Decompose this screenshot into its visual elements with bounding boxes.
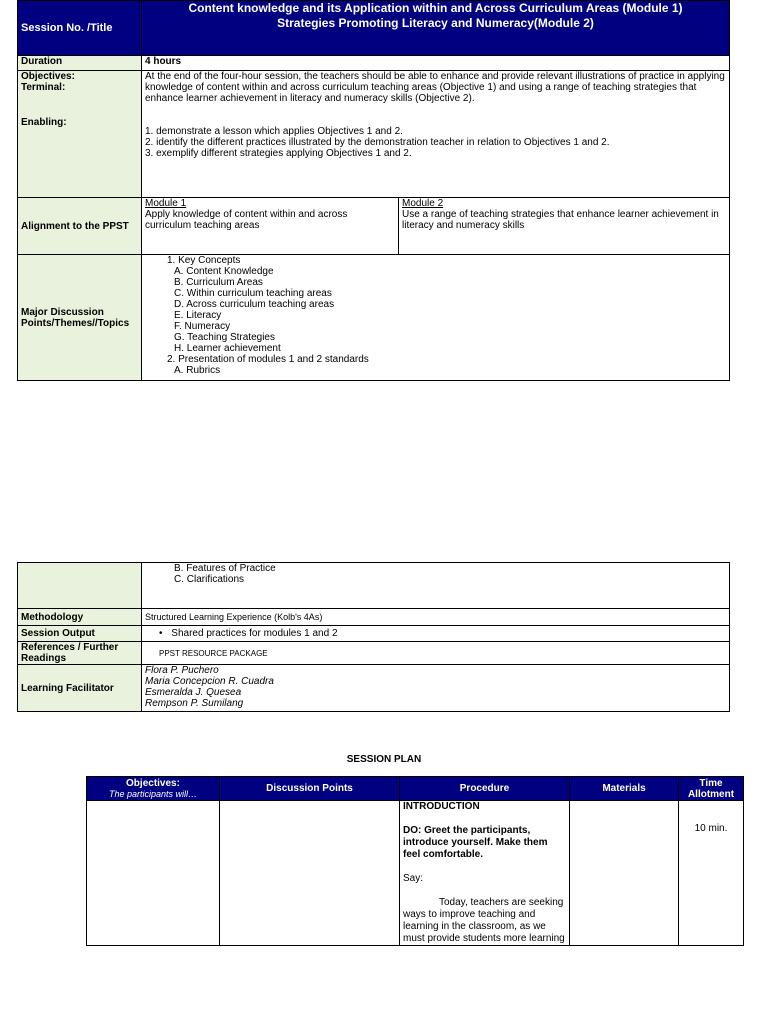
facilitator-name: Rempson P. Sumilang bbox=[145, 698, 244, 709]
enabling-item: 2. identify the different practices illustrated by the demonstration teacher in relation to Objectives 1 and 2. bbox=[145, 137, 610, 148]
discussion-line: 2. Presentation of modules 1 and 2 standards bbox=[167, 354, 369, 365]
module2-text: Use a range of teaching strategies that enhance learner achievement in literacy and numeracy skills bbox=[402, 209, 719, 231]
discussion-continued bbox=[142, 563, 730, 609]
session-details-table bbox=[17, 562, 730, 712]
discussion-content bbox=[142, 255, 730, 381]
facilitator-names bbox=[142, 665, 730, 712]
session-plan-title: SESSION PLAN bbox=[346, 754, 422, 765]
session-title-line2: Strategies Promoting Literacy and Numeracy(Module 2) bbox=[277, 16, 594, 30]
plan-discussion-cell bbox=[220, 801, 400, 946]
alignment-module1 bbox=[142, 198, 399, 255]
procedure-intro: INTRODUCTION bbox=[403, 801, 480, 812]
duration-value: 4 hours bbox=[142, 56, 730, 71]
references-label: References / Further Readings bbox=[18, 642, 142, 665]
discussion-line: A. Rubrics bbox=[174, 365, 221, 376]
facilitator-label: Learning Facilitator bbox=[18, 665, 142, 712]
discussion-line: D. Across curriculum teaching areas bbox=[174, 299, 335, 310]
col-objectives bbox=[87, 777, 220, 801]
col-objectives-label: Objectives: bbox=[126, 777, 180, 789]
enabling-item: 3. exemplify different strategies applying Objectives 1 and 2. bbox=[145, 148, 412, 159]
col-materials: Materials bbox=[570, 777, 679, 801]
discussion-line: 1. Key Concepts bbox=[167, 255, 241, 266]
alignment-label: Alignment to the PPST bbox=[18, 198, 142, 255]
module1-text: Apply knowledge of content within and across curriculum teaching areas bbox=[145, 209, 348, 231]
plan-time-cell: 10 min. bbox=[679, 801, 744, 946]
procedure-say: Say: bbox=[403, 873, 424, 884]
discussion-line: B. Features of Practice bbox=[174, 563, 276, 574]
objectives-content bbox=[142, 71, 730, 198]
output-value: Shared practices for modules 1 and 2 bbox=[171, 628, 338, 639]
methodology-label: Methodology bbox=[18, 609, 142, 626]
discussion-line: A. Content Knowledge bbox=[174, 266, 274, 277]
module2-title: Module 2 bbox=[402, 198, 444, 209]
output-cell bbox=[142, 626, 730, 642]
col-time: Time Allotment bbox=[679, 777, 744, 801]
discussion-line: F. Numeracy bbox=[174, 321, 231, 332]
plan-objectives-cell bbox=[87, 801, 220, 946]
terminal-label: Terminal: bbox=[21, 82, 66, 93]
facilitator-name: Esmeralda J. Quesea bbox=[145, 687, 242, 698]
output-label: Session Output bbox=[18, 626, 142, 642]
references-value: PPST RESOURCE PACKAGE bbox=[159, 648, 268, 658]
bullet-icon: • bbox=[159, 628, 163, 639]
facilitator-name: Flora P. Puchero bbox=[145, 665, 219, 676]
facilitator-name: Maria Concepcion R. Cuadra bbox=[145, 676, 274, 687]
discussion-line: G. Teaching Strategies bbox=[174, 332, 275, 343]
alignment-module2 bbox=[399, 198, 730, 255]
module1-title: Module 1 bbox=[145, 198, 187, 209]
discussion-line: C. Clarifications bbox=[174, 574, 245, 585]
session-title bbox=[142, 1, 730, 56]
col-procedure: Procedure bbox=[400, 777, 570, 801]
objectives-label: Objectives: bbox=[21, 71, 75, 82]
session-plan-table bbox=[86, 776, 744, 946]
objectives-label-cell bbox=[18, 71, 142, 198]
enabling-label: Enabling: bbox=[21, 117, 67, 128]
continued-label-cell bbox=[18, 563, 142, 609]
session-label: Session No. /Title bbox=[18, 1, 142, 56]
session-title-line1: Content knowledge and its Application within and Across Curriculum Areas (Module 1) bbox=[188, 1, 683, 15]
methodology-value: Structured Learning Experience (Kolb's 4As) bbox=[142, 609, 730, 626]
discussion-line: H. Learner achievement bbox=[174, 343, 281, 354]
terminal-text: At the end of the four-hour session, the teachers should be able to enhance and provide relevant illustrations of practice in applying knowledge of content within and across curriculum teaching areas (Objective 1) and using a range of teaching strategies that enhance learner achievement in literacy and numeracy skills (Objective 2). bbox=[145, 71, 725, 104]
discussion-label: Major Discussion Points/Themes//Topics bbox=[18, 255, 142, 381]
session-info-table bbox=[17, 0, 730, 381]
discussion-line: C. Within curriculum teaching areas bbox=[174, 288, 332, 299]
col-objectives-sub: The participants will… bbox=[108, 788, 198, 799]
procedure-text: Today, teachers are seeking ways to improve teaching and learning in the classroom, as we must provide students more learning bbox=[403, 897, 565, 944]
duration-label: Duration bbox=[18, 56, 142, 71]
enabling-item: 1. demonstrate a lesson which applies Objectives 1 and 2. bbox=[145, 126, 403, 137]
plan-materials-cell bbox=[570, 801, 679, 946]
discussion-line: E. Literacy bbox=[174, 310, 222, 321]
col-discussion: Discussion Points bbox=[220, 777, 400, 801]
procedure-do: DO: Greet the participants, introduce yourself. Make them feel comfortable. bbox=[403, 825, 548, 860]
plan-procedure-cell bbox=[400, 801, 570, 946]
references-cell bbox=[142, 642, 730, 665]
discussion-line: B. Curriculum Areas bbox=[174, 277, 263, 288]
